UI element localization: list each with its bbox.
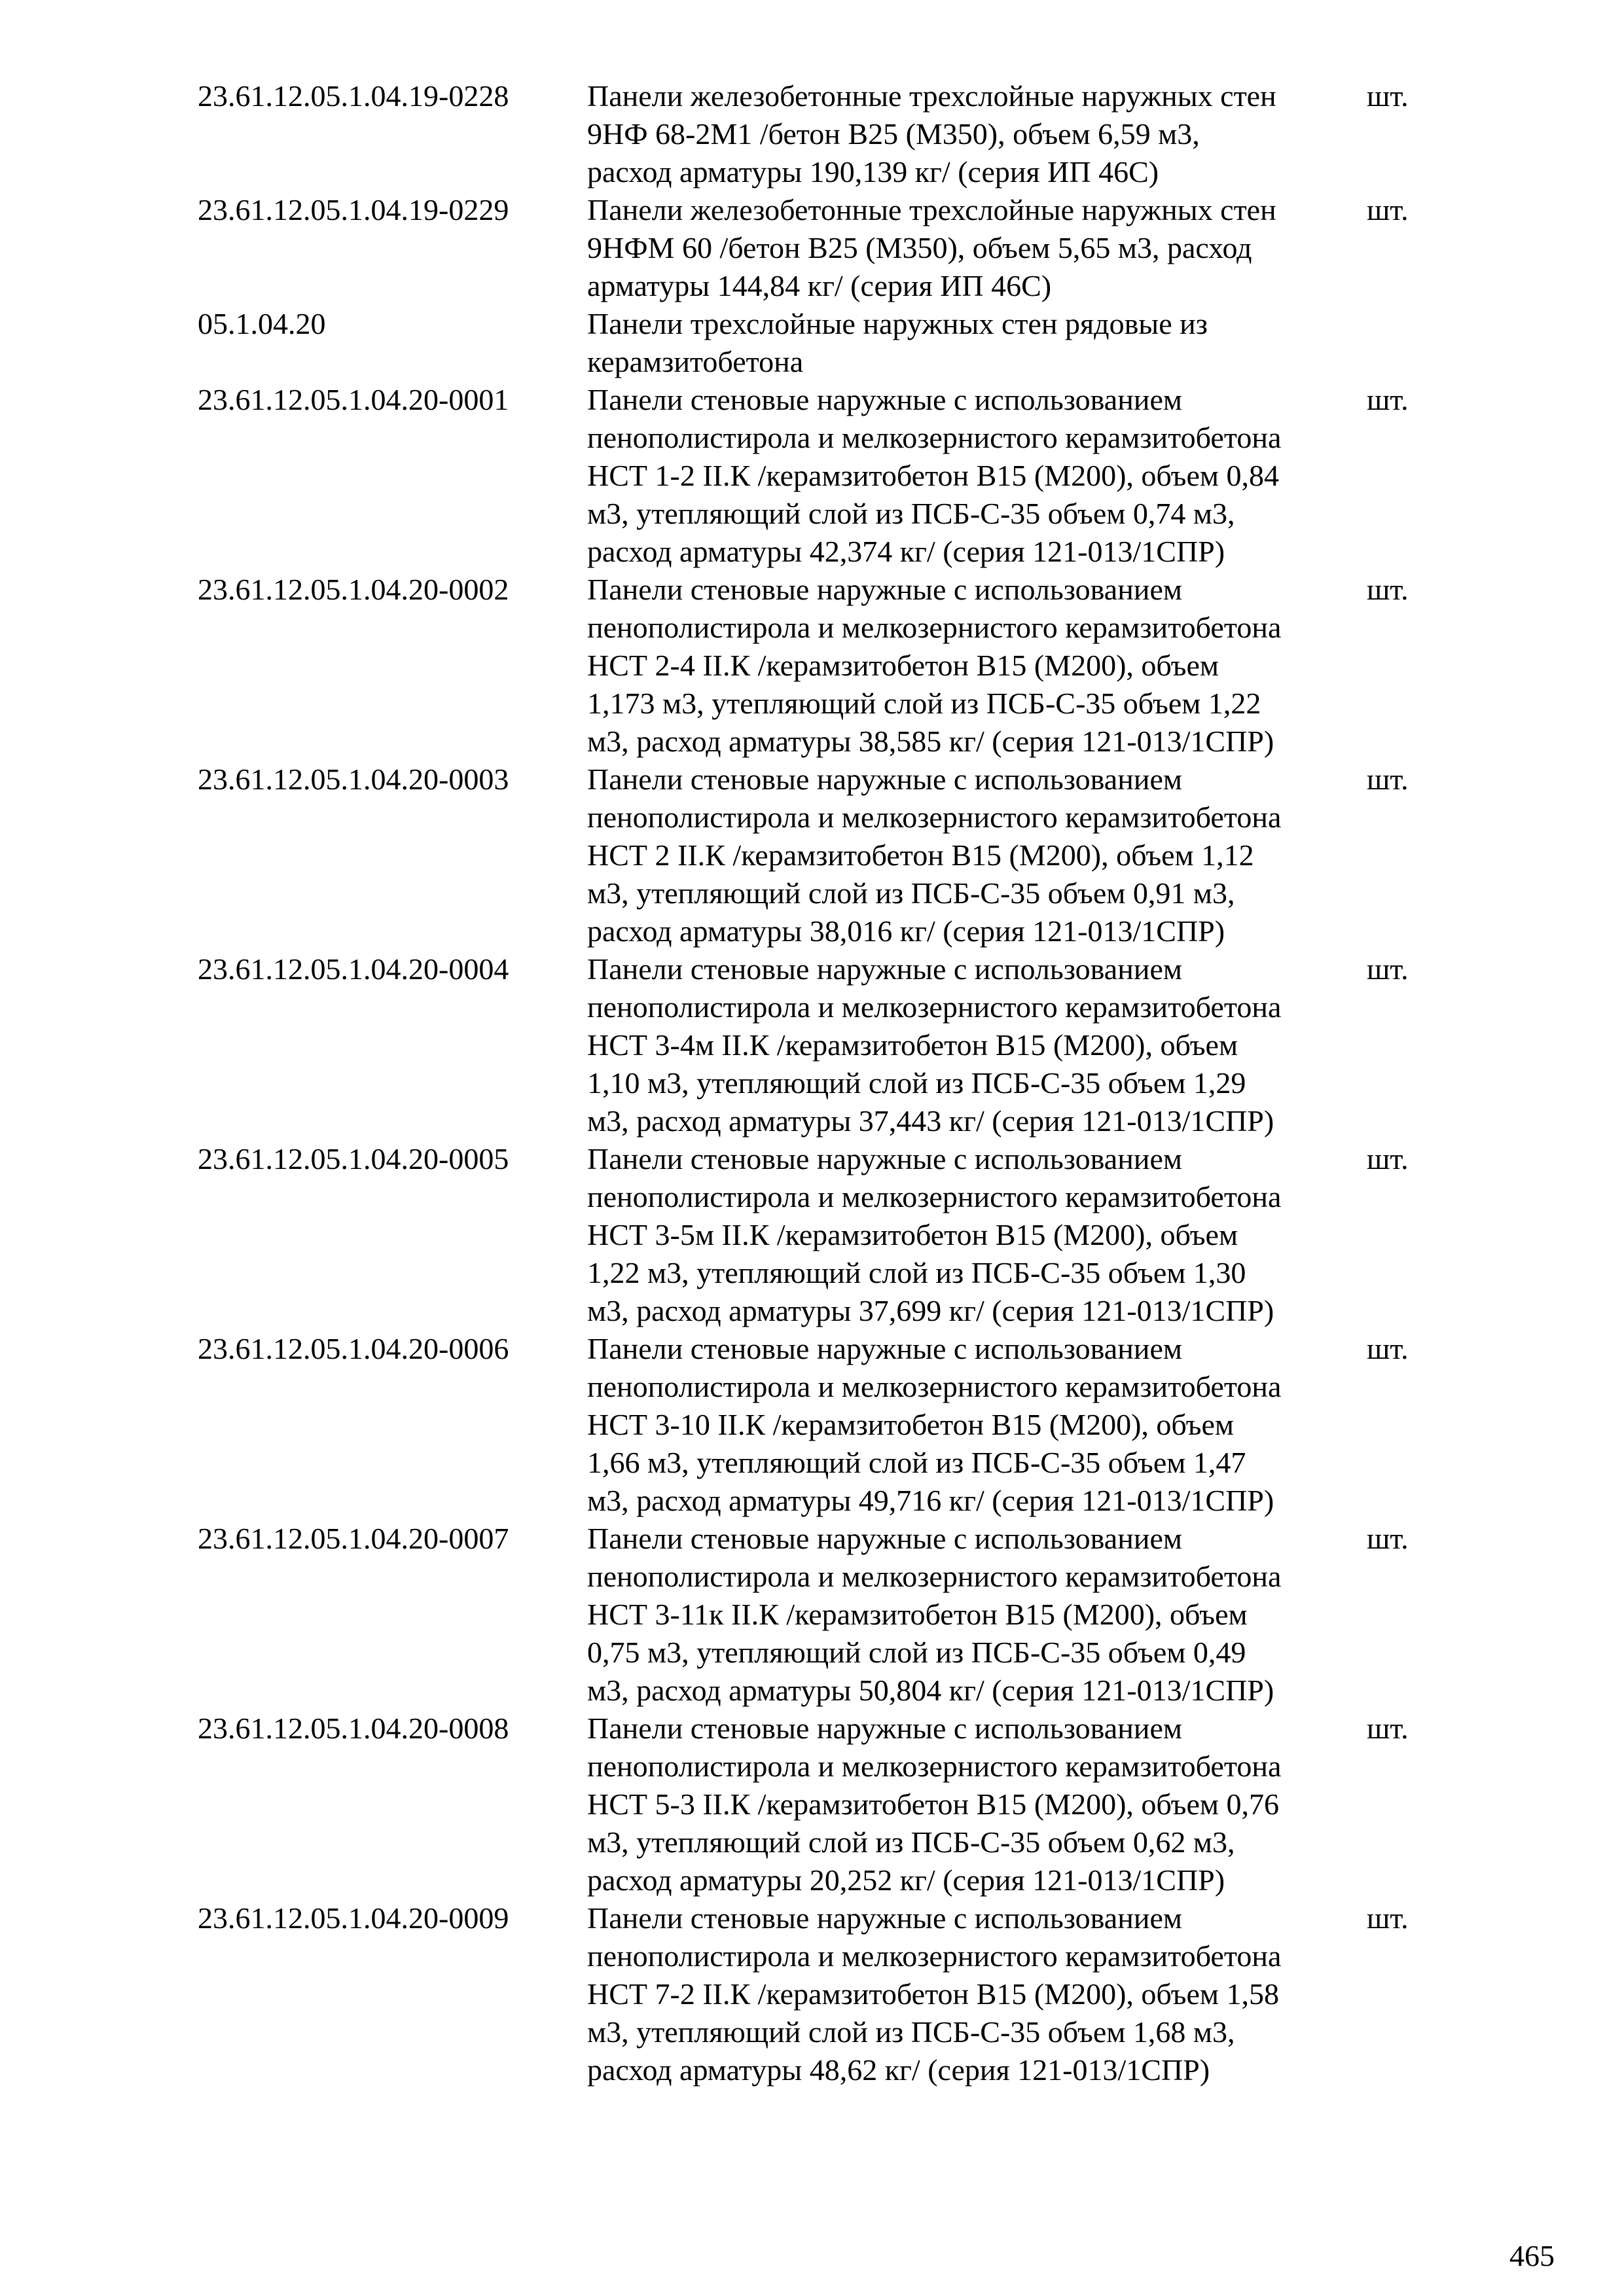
description-line: расход арматуры 42,374 кг/ (серия 121-013/1СПР) — [587, 535, 1225, 568]
item-unit: шт. — [1367, 1522, 1409, 1555]
list-item — [198, 381, 1441, 571]
description-line: м3, утепляющий слой из ПСБ-С-35 объем 0,74 м3, — [587, 497, 1235, 530]
item-unit: шт. — [1367, 952, 1409, 986]
description-line: 9НФ 68-2М1 /бетон В25 (М350), объем 6,59 м3, — [587, 117, 1200, 151]
item-description — [587, 1520, 1363, 1710]
item-description — [587, 1899, 1363, 2089]
item-unit: шт. — [1367, 383, 1409, 416]
list-item — [198, 761, 1441, 950]
description-line: расход арматуры 48,62 кг/ (серия 121-013/1СПР) — [587, 2053, 1210, 2087]
item-code: 23.61.12.05.1.04.20-0004 — [198, 952, 509, 986]
list-item — [198, 1710, 1441, 1899]
item-description — [587, 1710, 1363, 1899]
description-line: 1,22 м3, утепляющий слой из ПСБ-С-35 объем 1,30 — [587, 1256, 1246, 1289]
list-item — [198, 1140, 1441, 1330]
description-line: м3, расход арматуры 49,716 кг/ (серия 121-013/1СПР) — [587, 1484, 1274, 1517]
item-description — [587, 191, 1363, 305]
description-line: м3, расход арматуры 38,585 кг/ (серия 121-013/1СПР) — [587, 725, 1274, 758]
description-line: Панели трехслойные наружных стен рядовые из — [587, 307, 1208, 340]
description-line: НСТ 5-3 II.К /керамзитобетон В15 (М200), объем 0,76 — [587, 1787, 1279, 1821]
item-description — [587, 1140, 1363, 1330]
description-line: НСТ 7-2 II.К /керамзитобетон В15 (М200), объем 1,58 — [587, 1977, 1279, 2011]
description-line: Панели стеновые наружные с использованием — [587, 1522, 1182, 1555]
price-list-entries — [198, 77, 1441, 2089]
list-item — [198, 191, 1441, 305]
description-line: м3, расход арматуры 37,699 кг/ (серия 121-013/1СПР) — [587, 1294, 1274, 1327]
description-line: Панели стеновые наружные с использованием — [587, 952, 1182, 986]
item-code: 23.61.12.05.1.04.20-0009 — [198, 1901, 509, 1935]
item-code: 23.61.12.05.1.04.20-0007 — [198, 1522, 509, 1555]
item-description — [587, 761, 1363, 950]
item-unit: шт. — [1367, 1901, 1409, 1935]
description-line: пенополистирола и мелкозернистого керамзитобетона — [587, 1749, 1282, 1783]
section-title — [587, 305, 1363, 381]
description-line: м3, расход арматуры 50,804 кг/ (серия 121-013/1СПР) — [587, 1674, 1274, 1707]
description-line: Панели стеновые наружные с использованием — [587, 1142, 1182, 1175]
description-line: м3, расход арматуры 37,443 кг/ (серия 121-013/1СПР) — [587, 1104, 1274, 1138]
description-line: НСТ 1-2 II.К /керамзитобетон В15 (М200), объем 0,84 — [587, 459, 1279, 492]
item-description — [587, 1330, 1363, 1520]
description-line: пенополистирола и мелкозернистого керамзитобетона — [587, 1180, 1282, 1213]
description-line: Панели стеновые наружные с использованием — [587, 1901, 1182, 1935]
item-code: 23.61.12.05.1.04.20-0001 — [198, 383, 509, 416]
description-line: пенополистирола и мелкозернистого керамзитобетона — [587, 421, 1282, 454]
description-line: Панели стеновые наружные с использованием — [587, 1332, 1182, 1365]
item-code: 23.61.12.05.1.04.20-0005 — [198, 1142, 509, 1175]
description-line: Панели стеновые наружные с использованием — [587, 762, 1182, 796]
page-number: 465 — [1509, 2239, 1555, 2272]
description-line: Панели стеновые наружные с использованием — [587, 1712, 1182, 1745]
description-line: НСТ 3-11к II.К /керамзитобетон В15 (М200), объем — [587, 1598, 1248, 1631]
description-line: керамзитобетона — [587, 345, 804, 378]
section-heading-item — [198, 305, 1441, 381]
item-code: 23.61.12.05.1.04.20-0006 — [198, 1332, 509, 1365]
description-line: НСТ 3-5м II.К /керамзитобетон В15 (М200), объем — [587, 1218, 1238, 1251]
description-line: пенополистирола и мелкозернистого керамзитобетона — [587, 1939, 1282, 1973]
description-line: пенополистирола и мелкозернистого керамзитобетона — [587, 611, 1282, 644]
description-line: пенополистирола и мелкозернистого керамзитобетона — [587, 800, 1282, 834]
description-line: арматуры 144,84 кг/ (серия ИП 46С) — [587, 269, 1052, 302]
description-line: пенополистирола и мелкозернистого керамзитобетона — [587, 1560, 1282, 1593]
item-unit: шт. — [1367, 762, 1409, 796]
item-code: 23.61.12.05.1.04.20-0002 — [198, 573, 509, 606]
item-code: 23.61.12.05.1.04.19-0229 — [198, 193, 509, 226]
item-unit: шт. — [1367, 193, 1409, 226]
list-item — [198, 1330, 1441, 1520]
item-description — [587, 77, 1363, 191]
item-description — [587, 381, 1363, 571]
list-item — [198, 950, 1441, 1140]
description-line: м3, утепляющий слой из ПСБ-С-35 объем 0,62 м3, — [587, 1825, 1235, 1859]
description-line: 9НФМ 60 /бетон В25 (М350), объем 5,65 м3, расход — [587, 231, 1252, 264]
item-code: 23.61.12.05.1.04.20-0003 — [198, 762, 509, 796]
item-description — [587, 950, 1363, 1140]
item-unit: шт. — [1367, 79, 1409, 113]
description-line: 1,173 м3, утепляющий слой из ПСБ-С-35 объем 1,22 — [587, 687, 1261, 720]
description-line: 0,75 м3, утепляющий слой из ПСБ-С-35 объем 0,49 — [587, 1636, 1246, 1669]
section-code: 05.1.04.20 — [198, 307, 326, 340]
description-line: 1,10 м3, утепляющий слой из ПСБ-С-35 объем 1,29 — [587, 1066, 1246, 1100]
item-code: 23.61.12.05.1.04.20-0008 — [198, 1712, 509, 1745]
description-line: Панели железобетонные трехслойные наружных стен — [587, 79, 1276, 113]
item-unit: шт. — [1367, 1712, 1409, 1745]
description-line: м3, утепляющий слой из ПСБ-С-35 объем 0,91 м3, — [587, 876, 1235, 910]
item-description — [587, 571, 1363, 761]
description-line: Панели стеновые наружные с использованием — [587, 383, 1182, 416]
description-line: НСТ 2 II.К /керамзитобетон В15 (М200), объем 1,12 — [587, 838, 1254, 872]
list-item — [198, 77, 1441, 191]
description-line: пенополистирола и мелкозернистого керамзитобетона — [587, 1370, 1282, 1403]
item-unit: шт. — [1367, 1332, 1409, 1365]
description-line: м3, утепляющий слой из ПСБ-С-35 объем 1,68 м3, — [587, 2015, 1235, 2049]
description-line: Панели железобетонные трехслойные наружных стен — [587, 193, 1276, 226]
description-line: расход арматуры 20,252 кг/ (серия 121-013/1СПР) — [587, 1863, 1225, 1897]
description-line: расход арматуры 190,139 кг/ (серия ИП 46С) — [587, 155, 1159, 188]
description-line: Панели стеновые наружные с использованием — [587, 573, 1182, 606]
list-item — [198, 1520, 1441, 1710]
description-line: расход арматуры 38,016 кг/ (серия 121-013/1СПР) — [587, 914, 1225, 948]
item-code: 23.61.12.05.1.04.19-0228 — [198, 79, 509, 113]
item-unit: шт. — [1367, 1142, 1409, 1175]
item-unit: шт. — [1367, 573, 1409, 606]
list-item — [198, 1899, 1441, 2089]
description-line: НСТ 3-10 II.К /керамзитобетон В15 (М200), объем — [587, 1408, 1234, 1441]
description-line: НСТ 2-4 II.К /керамзитобетон В15 (М200), объем — [587, 649, 1219, 682]
list-item — [198, 571, 1441, 761]
description-line: НСТ 3-4м II.К /керамзитобетон В15 (М200), объем — [587, 1028, 1238, 1062]
description-line: пенополистирола и мелкозернистого керамзитобетона — [587, 990, 1282, 1024]
description-line: 1,66 м3, утепляющий слой из ПСБ-С-35 объем 1,47 — [587, 1446, 1246, 1479]
